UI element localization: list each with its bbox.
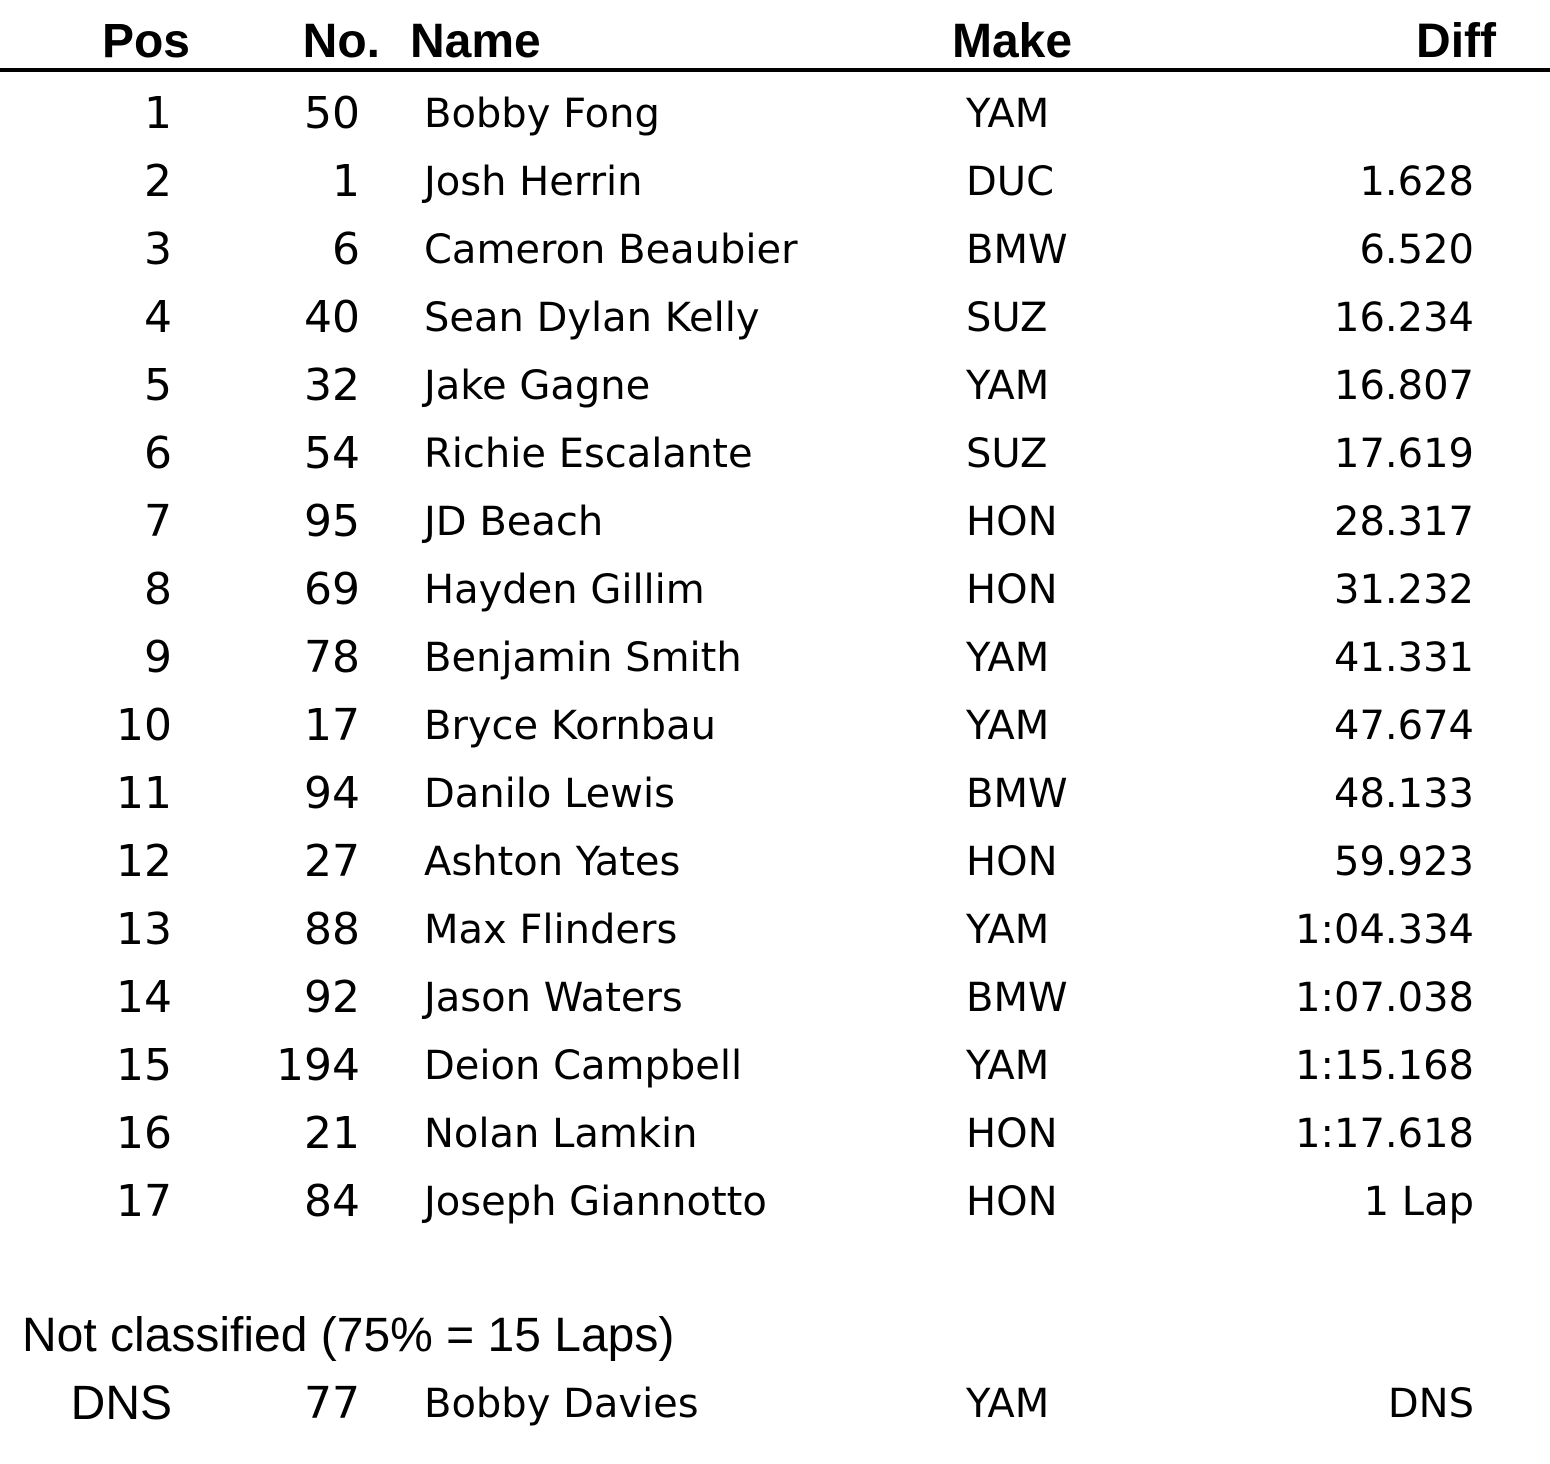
cell-name: Jason Waters <box>424 975 683 1021</box>
cell-pos: 6 <box>144 428 172 479</box>
table-row <box>0 216 1550 284</box>
cell-make: YAM <box>966 635 1050 681</box>
cell-make: DUC <box>966 159 1055 205</box>
cell-name: Hayden Gillim <box>424 567 705 613</box>
cell-name: Deion Campbell <box>424 1043 743 1089</box>
cell-pos: 16 <box>116 1108 172 1159</box>
column-header-pos: Pos <box>101 15 190 68</box>
table-row <box>0 896 1550 964</box>
cell-no: 194 <box>276 1040 360 1091</box>
cell-diff: 1:15.168 <box>1295 1043 1474 1089</box>
cell-pos: 4 <box>144 292 172 343</box>
cell-make: BMW <box>966 227 1068 273</box>
cell-pos: 17 <box>116 1176 172 1227</box>
cell-diff: 28.317 <box>1334 499 1474 545</box>
cell-name: Bobby Fong <box>424 91 660 137</box>
cell-name: Bryce Kornbau <box>424 703 716 749</box>
cell-make: HON <box>966 1111 1058 1157</box>
cell-pos: 2 <box>144 156 172 207</box>
cell-make: SUZ <box>966 295 1048 341</box>
cell-no: 78 <box>304 632 360 683</box>
cell-make: YAM <box>966 703 1050 749</box>
cell-name: Sean Dylan Kelly <box>424 295 760 341</box>
table-row <box>0 1032 1550 1100</box>
column-header-make: Make <box>952 15 1073 68</box>
cell-pos: 5 <box>144 360 172 411</box>
cell-name: Max Flinders <box>424 907 678 953</box>
table-row <box>0 828 1550 896</box>
cell-make: BMW <box>966 975 1068 1021</box>
cell-no: 40 <box>304 292 360 343</box>
cell-name: Jake Gagne <box>424 363 651 409</box>
cell-name: JD Beach <box>424 499 604 545</box>
cell-pos: 3 <box>144 224 172 275</box>
cell-name: Danilo Lewis <box>424 771 675 817</box>
cell-no: 50 <box>304 88 360 139</box>
cell-pos: 9 <box>144 632 172 683</box>
cell-diff: 41.331 <box>1334 635 1474 681</box>
not-classified-title: Not classified (75% = 15 Laps) <box>22 1309 675 1362</box>
cell-name: Benjamin Smith <box>424 635 742 681</box>
cell-diff: 1:07.038 <box>1295 975 1474 1021</box>
cell-diff: DNS <box>1387 1381 1474 1427</box>
table-row <box>0 1168 1550 1236</box>
cell-no: 94 <box>304 768 360 819</box>
header-divider <box>0 68 1550 72</box>
cell-diff: 1:17.618 <box>1295 1111 1474 1157</box>
cell-name: Joseph Giannotto <box>424 1179 767 1225</box>
cell-make: HON <box>966 839 1058 885</box>
cell-make: HON <box>966 567 1058 613</box>
cell-make: YAM <box>966 907 1050 953</box>
cell-no: 6 <box>332 224 360 275</box>
cell-make: HON <box>966 1179 1058 1225</box>
cell-pos: 7 <box>144 496 172 547</box>
cell-pos: DNS <box>70 1377 172 1430</box>
column-header-no: No. <box>302 15 380 68</box>
table-row <box>0 760 1550 828</box>
cell-diff: 16.234 <box>1334 295 1474 341</box>
cell-no: 17 <box>304 700 360 751</box>
table-row <box>0 1100 1550 1168</box>
table-row <box>0 624 1550 692</box>
table-row <box>0 80 1550 148</box>
cell-name: Ashton Yates <box>424 839 681 885</box>
cell-make: HON <box>966 499 1058 545</box>
cell-pos: 1 <box>144 88 172 139</box>
cell-no: 21 <box>304 1108 360 1159</box>
cell-diff: 16.807 <box>1334 363 1474 409</box>
cell-pos: 11 <box>116 768 172 819</box>
table-row <box>0 488 1550 556</box>
cell-no: 77 <box>304 1378 360 1429</box>
cell-make: YAM <box>966 1381 1050 1427</box>
cell-no: 69 <box>304 564 360 615</box>
cell-no: 95 <box>304 496 360 547</box>
table-row <box>0 556 1550 624</box>
cell-no: 84 <box>304 1176 360 1227</box>
cell-pos: 14 <box>116 972 172 1023</box>
cell-make: YAM <box>966 363 1050 409</box>
column-header-diff: Diff <box>1416 15 1496 68</box>
cell-pos: 12 <box>116 836 172 887</box>
cell-make: BMW <box>966 771 1068 817</box>
cell-diff: 6.520 <box>1359 227 1474 273</box>
cell-diff: 47.674 <box>1334 703 1474 749</box>
cell-name: Richie Escalante <box>424 431 753 477</box>
cell-no: 92 <box>304 972 360 1023</box>
table-row <box>0 692 1550 760</box>
cell-pos: 8 <box>144 564 172 615</box>
cell-no: 88 <box>304 904 360 955</box>
results-table-body <box>0 80 1550 1236</box>
table-row <box>0 964 1550 1032</box>
table-row <box>0 352 1550 420</box>
cell-make: SUZ <box>966 431 1048 477</box>
table-row <box>0 284 1550 352</box>
cell-no: 1 <box>332 156 360 207</box>
cell-pos: 15 <box>116 1040 172 1091</box>
cell-diff: 17.619 <box>1334 431 1474 477</box>
cell-diff: 1.628 <box>1359 159 1474 205</box>
cell-make: YAM <box>966 91 1050 137</box>
table-header <box>0 0 1550 72</box>
cell-name: Cameron Beaubier <box>424 227 798 273</box>
cell-make: YAM <box>966 1043 1050 1089</box>
cell-diff: 1:04.334 <box>1295 907 1474 953</box>
cell-no: 54 <box>304 428 360 479</box>
table-row <box>0 148 1550 216</box>
cell-pos: 13 <box>116 904 172 955</box>
cell-diff: 1 Lap <box>1363 1179 1474 1225</box>
table-row-not-classified <box>0 1370 1550 1438</box>
cell-diff: 59.923 <box>1334 839 1474 885</box>
cell-name: Nolan Lamkin <box>424 1111 698 1157</box>
cell-diff: 31.232 <box>1334 567 1474 613</box>
cell-name: Bobby Davies <box>424 1381 699 1427</box>
table-row <box>0 420 1550 488</box>
cell-diff: 48.133 <box>1334 771 1474 817</box>
column-header-name: Name <box>410 15 541 68</box>
cell-no: 27 <box>304 836 360 887</box>
cell-name: Josh Herrin <box>424 159 643 205</box>
cell-no: 32 <box>304 360 360 411</box>
cell-pos: 10 <box>116 700 172 751</box>
